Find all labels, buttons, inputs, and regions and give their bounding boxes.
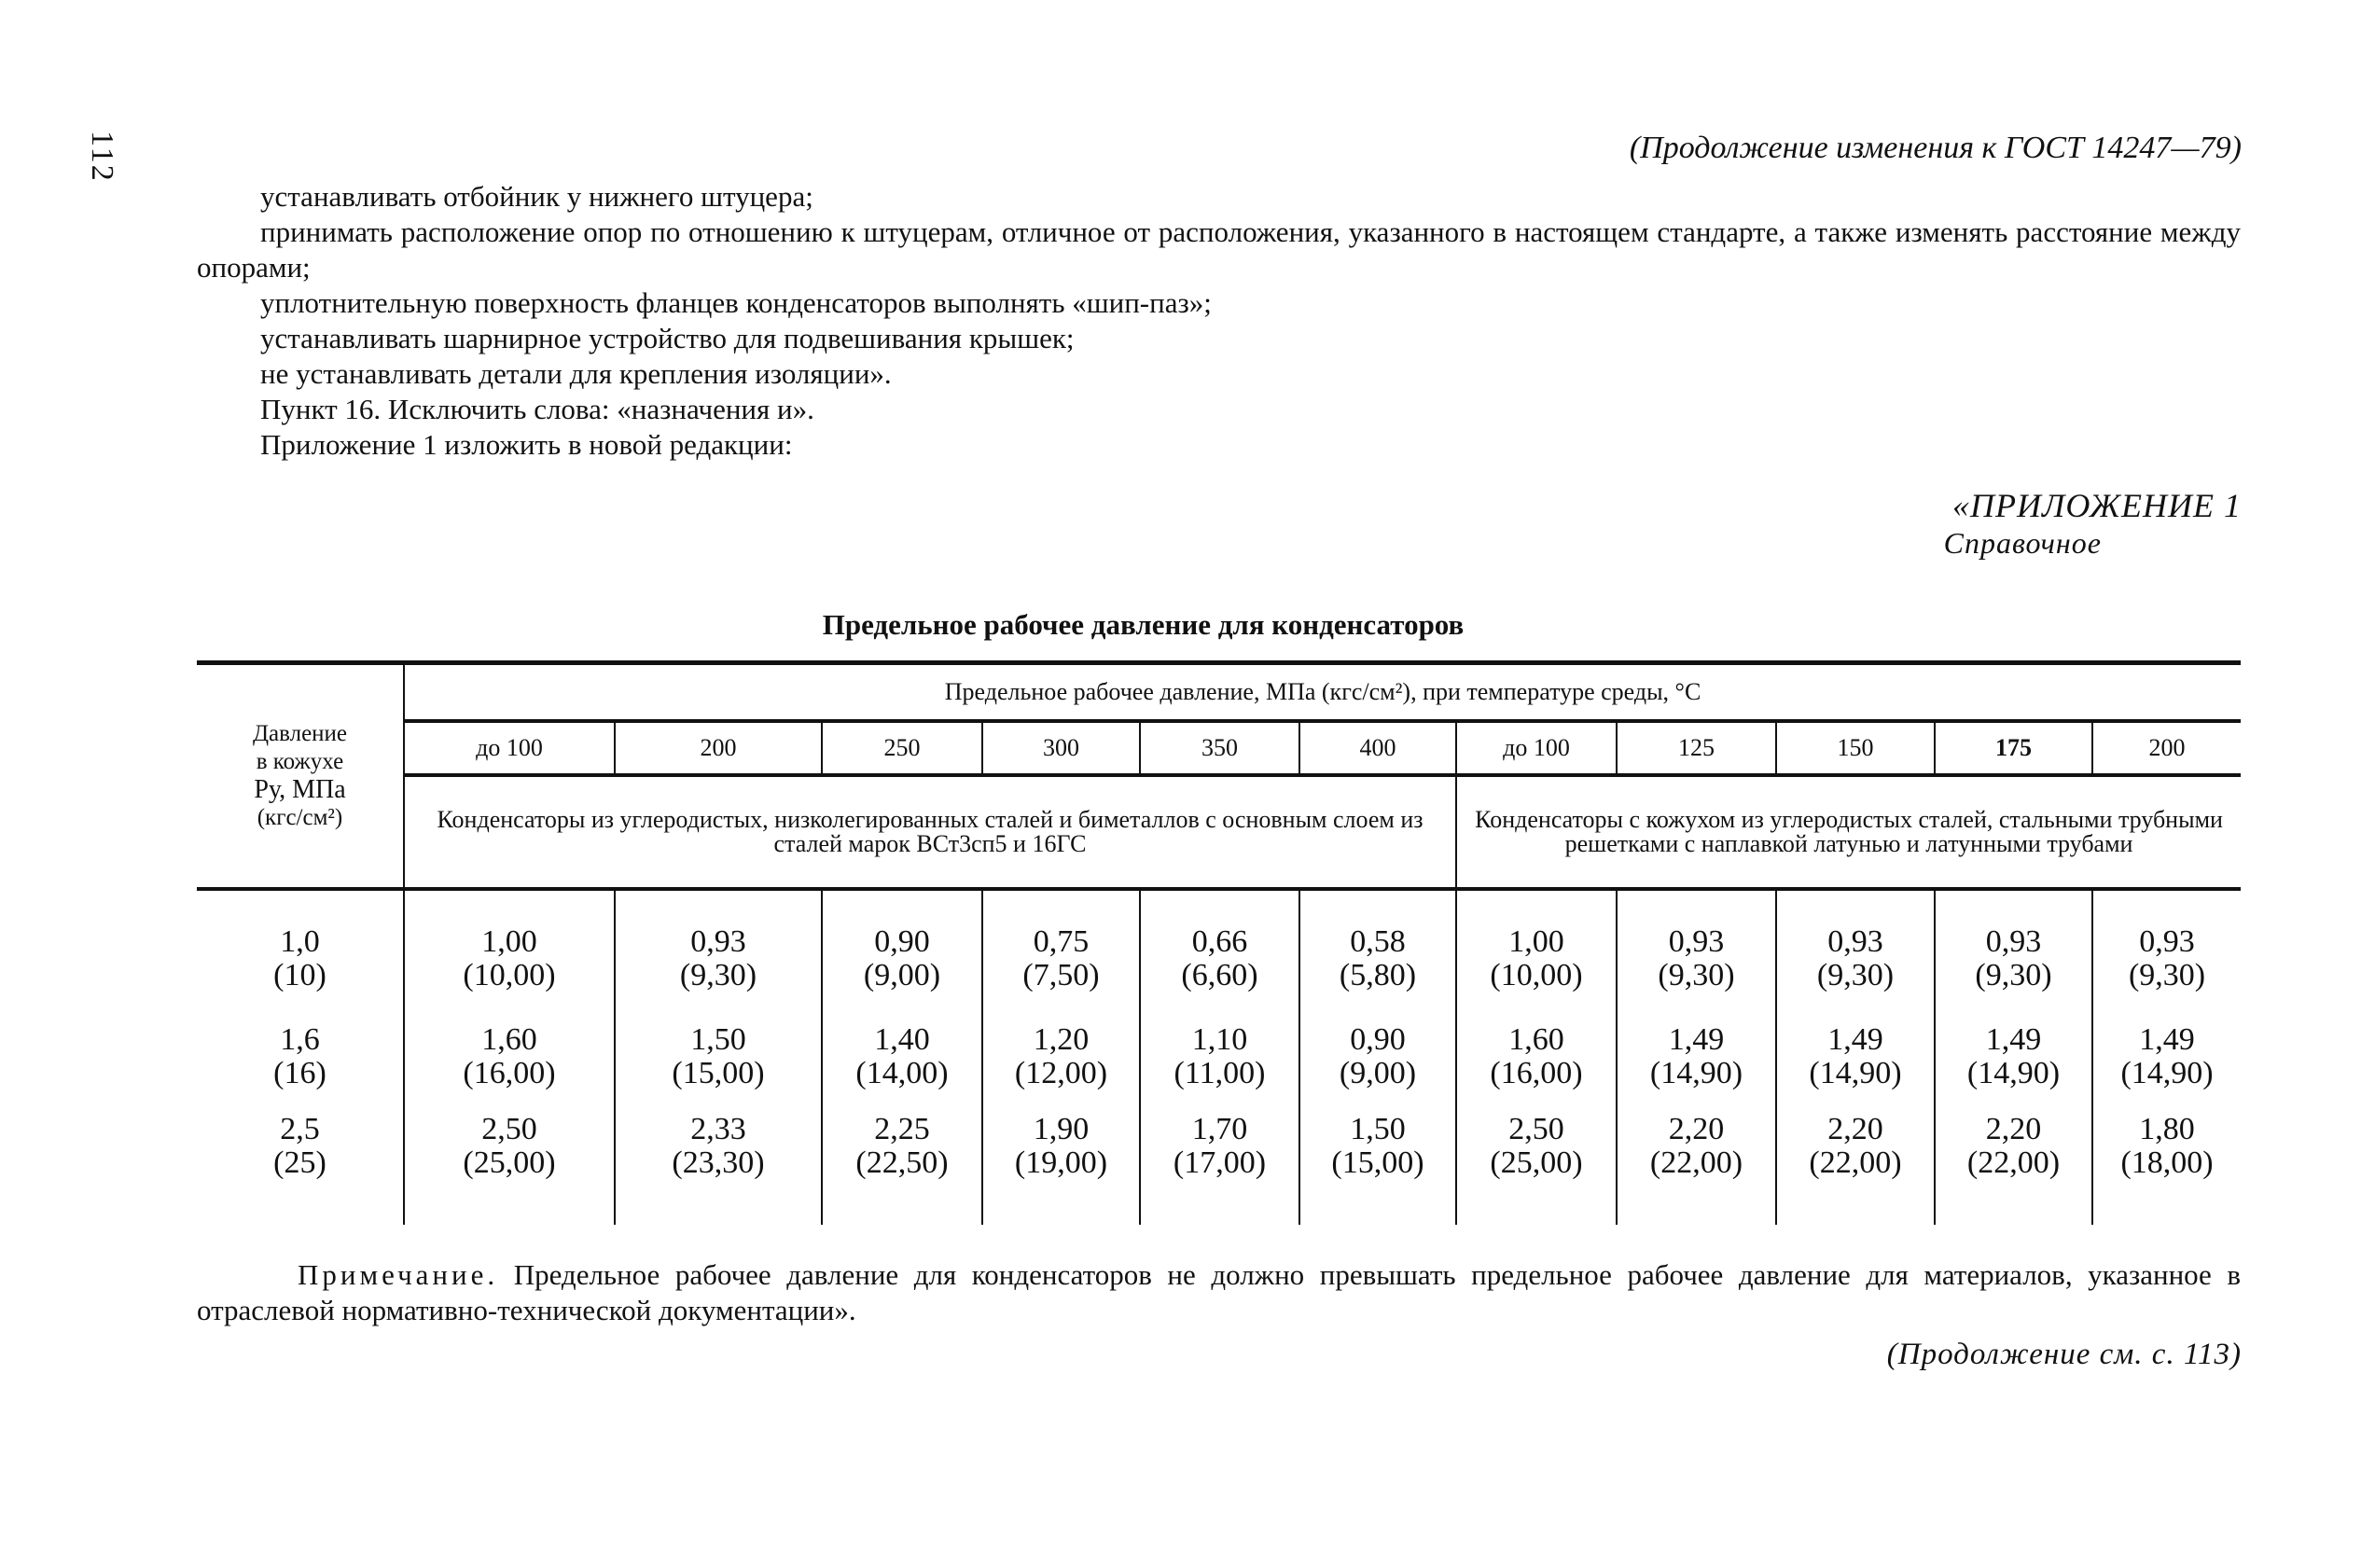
- temperature-header: 250: [822, 721, 982, 775]
- value-mpa: 1,00: [1508, 923, 1564, 959]
- value-kgf: (18,00): [2120, 1145, 2214, 1180]
- value-mpa: 2,20: [1827, 1112, 1883, 1146]
- value-mpa: 2,33: [690, 1112, 746, 1146]
- value-kgf: (23,30): [672, 1145, 765, 1180]
- pressure-cell: [1456, 1105, 1617, 1225]
- value-kgf: (15,00): [1331, 1145, 1424, 1180]
- group-header: Предельное рабочее давление, МПа (кгс/см²), при температуре среды, °С: [404, 663, 2241, 722]
- pressure-cell: [2092, 1105, 2241, 1225]
- value-mpa: 0,93: [2139, 923, 2195, 959]
- note-label: Примечание.: [298, 1258, 499, 1291]
- temperature-header: до 100: [404, 721, 615, 775]
- pressure-cell: [1299, 889, 1456, 1007]
- temperature-header: 150: [1776, 721, 1935, 775]
- value-kgf: (9,30): [1658, 957, 1735, 992]
- group1-description: Конденсаторы из углеродистых, низколегированных сталей и биметаллов с основным слоем из сталей марок ВСт3сп5 и 16ГС: [404, 775, 1456, 889]
- pressure-cell: [982, 1007, 1140, 1105]
- pressure-cell: [1140, 1105, 1299, 1225]
- pressure-cell: [1299, 1007, 1456, 1105]
- value-mpa: 2,50: [481, 1112, 537, 1146]
- value-kgf: (14,00): [855, 1055, 949, 1090]
- row-header-line: Pу, МПа: [254, 775, 346, 804]
- page-number: 112: [85, 131, 119, 183]
- value-kgf: (14,90): [2120, 1055, 2214, 1090]
- value-mpa: 2,25: [874, 1112, 930, 1146]
- appendix-title: «ПРИЛОЖЕНИЕ 1: [1952, 487, 2242, 524]
- table-title: Предельное рабочее давление для конденсаторов: [822, 608, 1465, 641]
- value-mpa: 1,00: [481, 923, 537, 959]
- pressure-cell: [1456, 889, 1617, 1007]
- value-kgf: (16,00): [1490, 1055, 1583, 1090]
- row-header-line: Давление: [252, 721, 348, 746]
- pressure-cell: [822, 1105, 982, 1225]
- value-mpa: 0,93: [690, 923, 746, 959]
- pressure-cell: [404, 889, 615, 1007]
- value-kgf: (9,30): [679, 957, 757, 992]
- value-kgf: (12,00): [1014, 1055, 1108, 1090]
- paragraph: Пункт 16. Исключить слова: «назначения и».: [260, 393, 814, 425]
- value-mpa: 0,93: [1985, 923, 2042, 959]
- pressure-cell: [1617, 1105, 1776, 1225]
- pressure-cell: [1456, 1007, 1617, 1105]
- value-mpa: 0,90: [874, 923, 930, 959]
- value-kgf: (9,30): [2128, 957, 2206, 992]
- value-kgf: (9,30): [1975, 957, 2052, 992]
- pressure-cell: [1617, 1007, 1776, 1105]
- pressure-cell: [2092, 1007, 2241, 1105]
- value-mpa: 1,50: [1350, 1112, 1406, 1146]
- temperature-header: 200: [615, 721, 822, 775]
- value-mpa: 1,50: [690, 1021, 746, 1057]
- value-kgf: (17,00): [1173, 1145, 1267, 1180]
- value-mpa: 1,49: [1985, 1021, 2042, 1057]
- value-mpa: 1,49: [1827, 1021, 1883, 1057]
- shell-pressure: [197, 1007, 404, 1105]
- table-row: [197, 1105, 2241, 1225]
- pressure-cell: [1935, 889, 2092, 1007]
- pressure-cell: [1935, 1007, 2092, 1105]
- value-mpa: 2,20: [1985, 1112, 2042, 1146]
- pressure-mpa: 1,6: [280, 1021, 320, 1057]
- temperature-header: 350: [1140, 721, 1299, 775]
- value-mpa: 1,60: [481, 1021, 537, 1057]
- pressure-kgf: (16): [273, 1055, 326, 1090]
- value-kgf: (5,80): [1339, 957, 1417, 992]
- temperature-header: 125: [1617, 721, 1776, 775]
- value-mpa: 1,10: [1191, 1021, 1248, 1057]
- body-text: [197, 179, 2241, 463]
- value-kgf: (22,50): [855, 1145, 949, 1180]
- pressure-cell: [404, 1105, 615, 1225]
- pressure-cell: [615, 1105, 822, 1225]
- value-kgf: (25,00): [463, 1145, 556, 1180]
- value-kgf: (14,90): [1966, 1055, 2061, 1090]
- pressure-kgf: (25): [273, 1145, 326, 1180]
- note: [197, 1257, 2241, 1328]
- value-mpa: 0,75: [1033, 923, 1090, 959]
- paragraph: устанавливать отбойник у нижнего штуцера;: [260, 180, 813, 213]
- note-text: Предельное рабочее давление для конденсаторов не должно превышать предельное рабочее давление для материалов, указанное в отраслевой нормативно-технической документации».: [197, 1258, 2241, 1326]
- paragraph: Приложение 1 изложить в новой редакции:: [260, 428, 793, 461]
- appendix-heading: [1944, 487, 2242, 562]
- pressure-table: [197, 660, 2241, 1225]
- pressure-cell: [2092, 889, 2241, 1007]
- temperature-header: 300: [982, 721, 1140, 775]
- pressure-cell: [1299, 1105, 1456, 1225]
- pressure-cell: [1776, 889, 1935, 1007]
- value-mpa: 1,40: [874, 1021, 930, 1057]
- value-kgf: (6,60): [1181, 957, 1258, 992]
- pressure-cell: [404, 1007, 615, 1105]
- paragraph: устанавливать шарнирное устройство для подвешивания крышек;: [260, 322, 1075, 354]
- temperature-header: 400: [1299, 721, 1456, 775]
- value-kgf: (25,00): [1490, 1145, 1583, 1180]
- value-kgf: (22,00): [1649, 1145, 1743, 1180]
- value-kgf: (16,00): [463, 1055, 556, 1090]
- pressure-kgf: (10): [273, 957, 326, 992]
- value-mpa: 1,49: [2139, 1021, 2195, 1057]
- shell-pressure: [197, 1105, 404, 1225]
- paragraph: не устанавливать детали для крепления изоляции».: [260, 357, 892, 390]
- pressure-cell: [1617, 889, 1776, 1007]
- pressure-mpa: 1,0: [280, 923, 320, 959]
- value-kgf: (22,00): [1966, 1145, 2061, 1180]
- group2-description: Конденсаторы с кожухом из углеродистых сталей, стальными трубными решетками с наплавкой латунью и латунными трубами: [1456, 775, 2241, 889]
- paragraph: уплотнительную поверхность фланцев конденсаторов выполнять «шип-паз»;: [260, 286, 1212, 319]
- value-kgf: (14,90): [1649, 1055, 1743, 1090]
- value-kgf: (14,90): [1809, 1055, 1902, 1090]
- appendix-subtitle: Справочное: [1943, 526, 2102, 560]
- value-mpa: 0,93: [1668, 923, 1725, 959]
- value-mpa: 2,20: [1668, 1112, 1725, 1146]
- value-mpa: 1,60: [1508, 1021, 1564, 1057]
- pressure-cell: [1140, 1007, 1299, 1105]
- paragraph: принимать расположение опор по отношению к штуцерам, отличное от расположения, указанного в настоящем стандарте, а также изменять расстояние между опорами;: [197, 215, 2241, 284]
- running-head: (Продолжение изменения к ГОСТ 14247—79): [1629, 131, 2242, 165]
- pressure-cell: [1776, 1105, 1935, 1225]
- value-kgf: (10,00): [1490, 957, 1583, 992]
- pressure-mpa: 2,5: [280, 1112, 320, 1146]
- pressure-cell: [1140, 889, 1299, 1007]
- value-mpa: 1,70: [1191, 1112, 1248, 1146]
- row-header-line: в кожухе: [256, 749, 344, 774]
- shell-pressure: [197, 889, 404, 1007]
- pressure-cell: [615, 1007, 822, 1105]
- table-row: [197, 889, 2241, 1007]
- row-header: [197, 663, 404, 890]
- value-kgf: (7,50): [1022, 957, 1100, 992]
- value-kgf: (10,00): [463, 957, 556, 992]
- pressure-cell: [982, 1105, 1140, 1225]
- temperature-header: до 100: [1456, 721, 1617, 775]
- value-mpa: 1,90: [1033, 1112, 1090, 1146]
- continuation-note: (Продолжение см. с. 113): [1886, 1338, 2242, 1371]
- pressure-cell: [615, 889, 822, 1007]
- value-mpa: 1,80: [2139, 1112, 2195, 1146]
- value-kgf: (19,00): [1014, 1145, 1108, 1180]
- value-mpa: 2,50: [1508, 1112, 1564, 1146]
- pressure-cell: [822, 889, 982, 1007]
- temperature-header: 175: [1935, 721, 2092, 775]
- value-mpa: 0,93: [1827, 923, 1883, 959]
- row-header-line: (кгс/см²): [257, 805, 343, 830]
- value-mpa: 0,90: [1350, 1021, 1406, 1057]
- value-kgf: (11,00): [1174, 1055, 1266, 1090]
- pressure-cell: [1935, 1105, 2092, 1225]
- pressure-cell: [822, 1007, 982, 1105]
- value-kgf: (22,00): [1809, 1145, 1902, 1180]
- value-mpa: 0,66: [1191, 923, 1248, 959]
- value-mpa: 1,49: [1668, 1021, 1725, 1057]
- table-row: [197, 1007, 2241, 1105]
- temperature-header: 200: [2092, 721, 2241, 775]
- value-kgf: (9,00): [863, 957, 941, 992]
- value-kgf: (9,30): [1816, 957, 1895, 992]
- pressure-cell: [982, 889, 1140, 1007]
- pressure-cell: [1776, 1007, 1935, 1105]
- value-mpa: 0,58: [1350, 923, 1406, 959]
- value-kgf: (15,00): [672, 1055, 765, 1090]
- value-kgf: (9,00): [1339, 1055, 1417, 1090]
- value-mpa: 1,20: [1033, 1021, 1090, 1057]
